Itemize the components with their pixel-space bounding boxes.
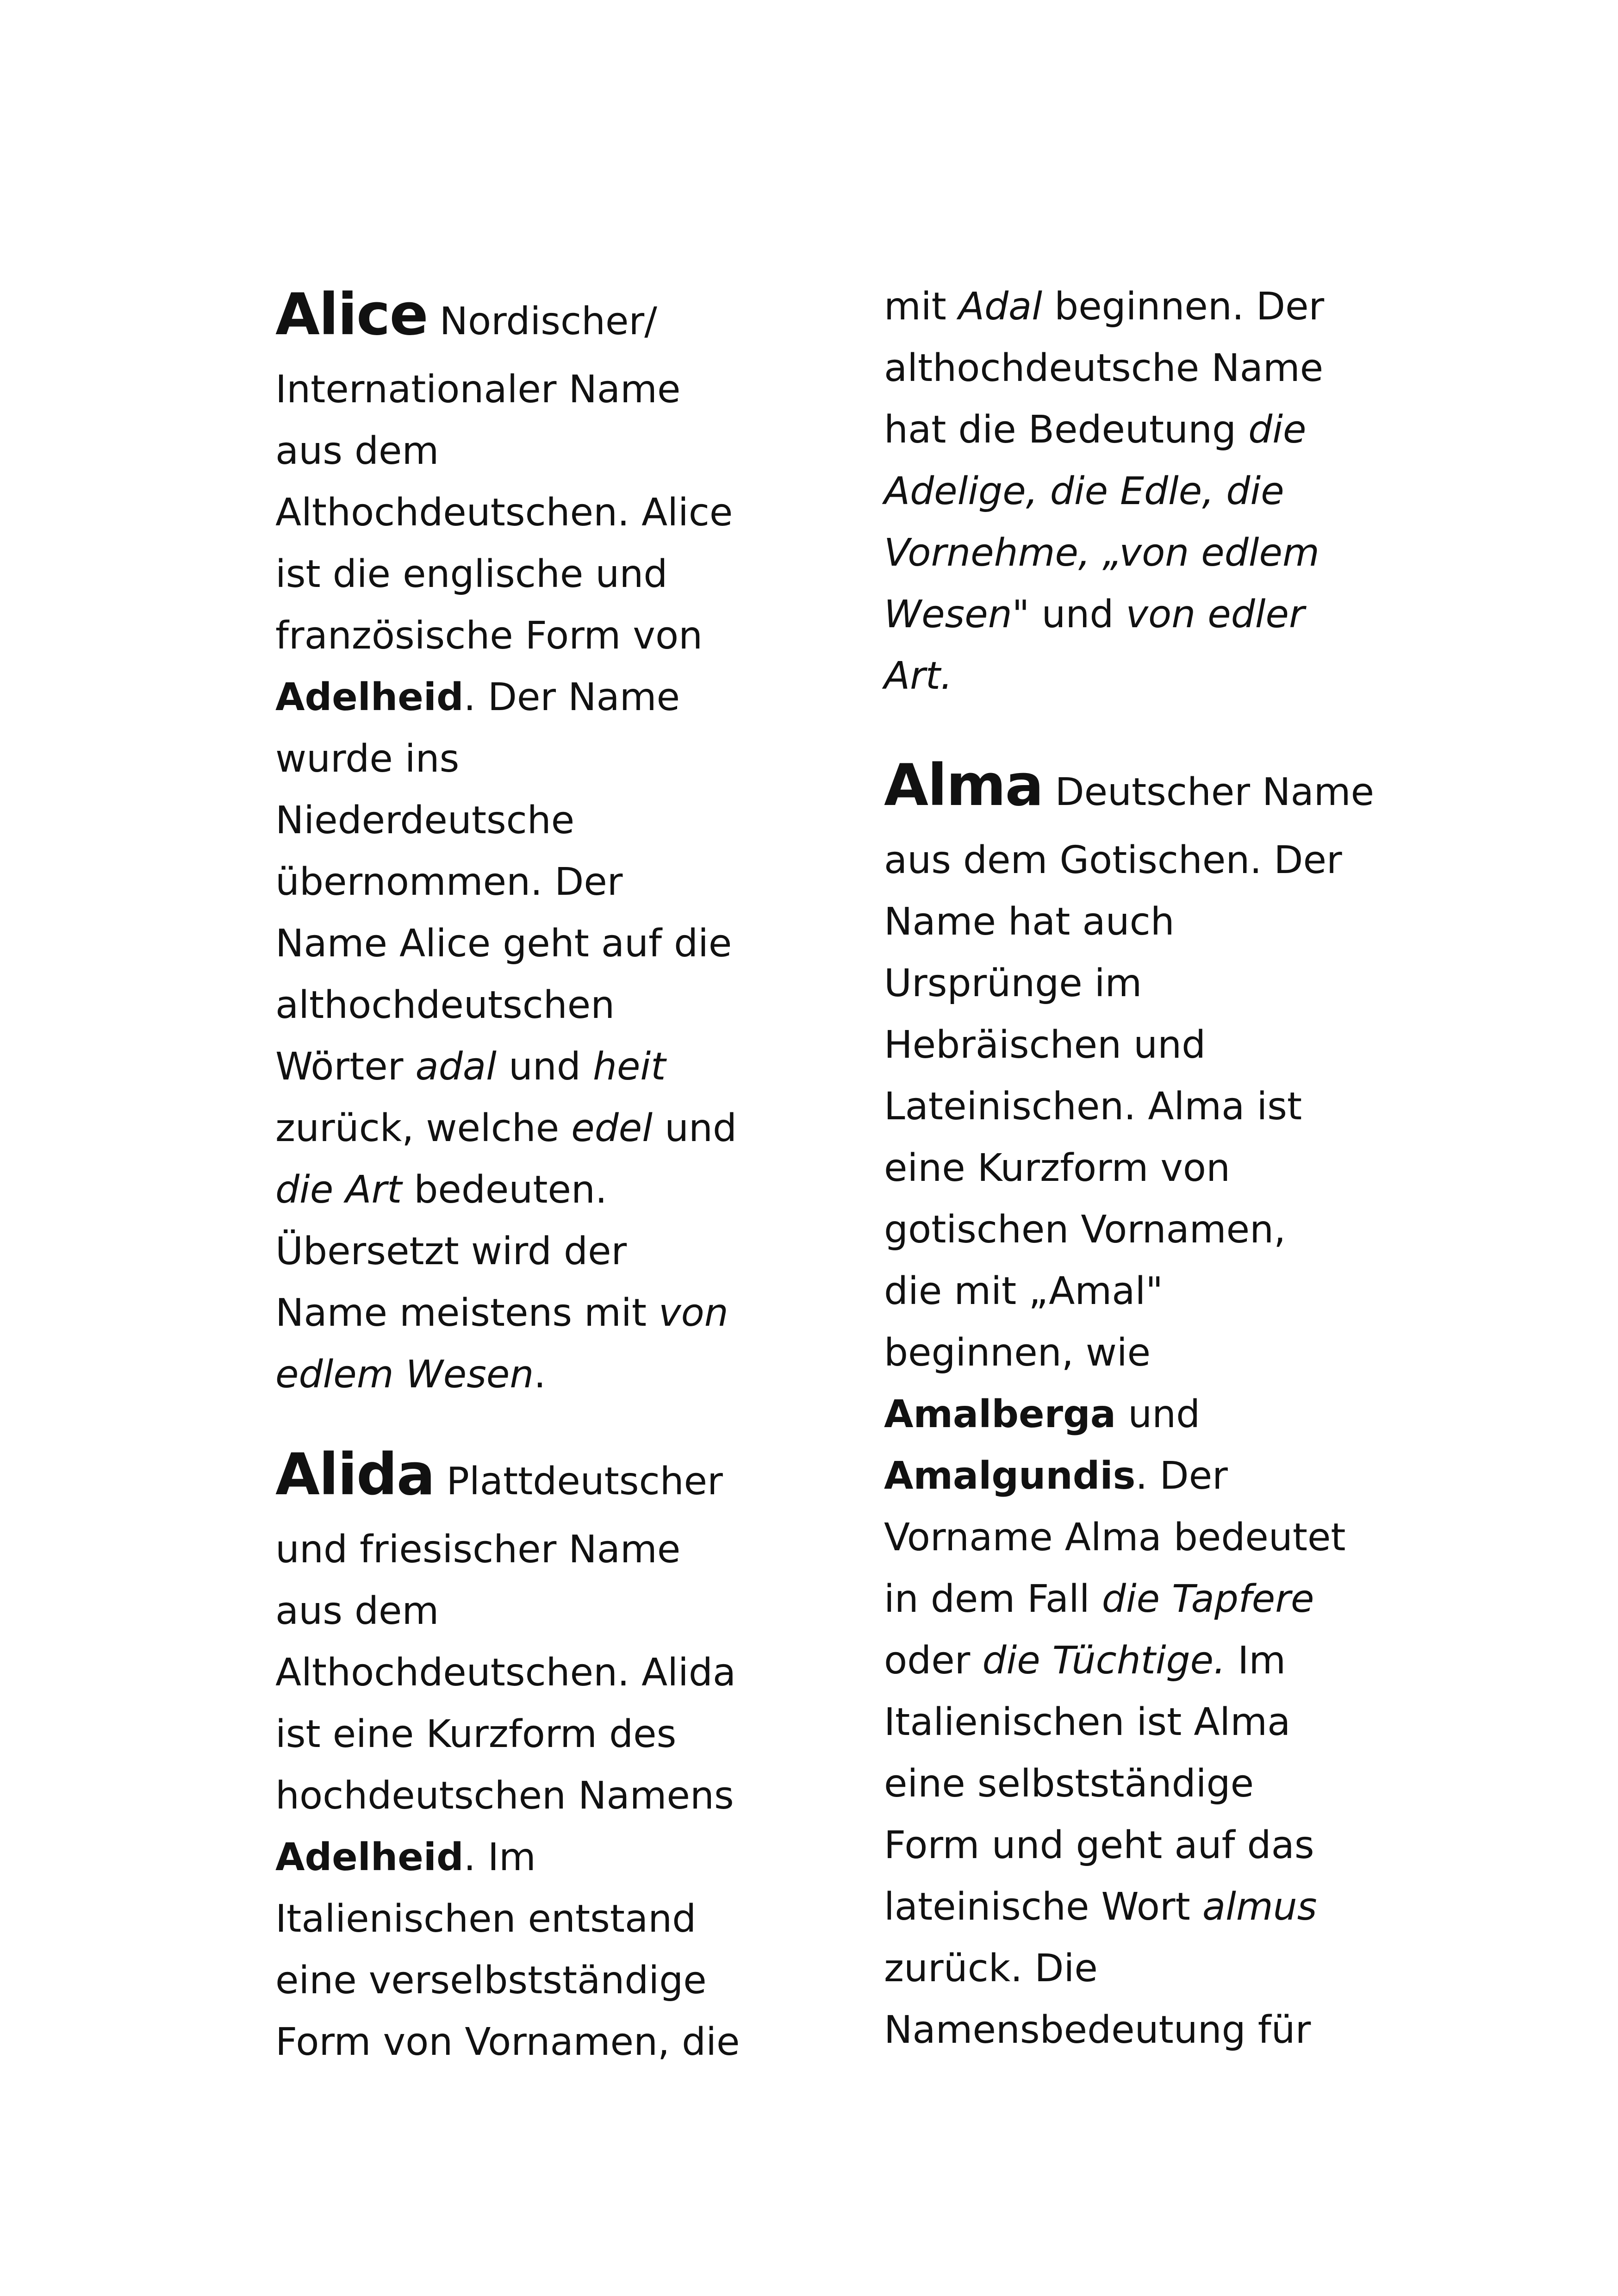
text-line <box>275 1765 780 1827</box>
entry-name: Alice <box>275 281 428 348</box>
text-line <box>884 1568 1388 1630</box>
text-run: zurück. Die <box>884 1947 1098 1990</box>
text-line <box>275 1282 780 1344</box>
text-line <box>275 913 780 974</box>
bold-name: Adelheid <box>275 1835 464 1879</box>
text-line <box>884 1014 1388 1076</box>
text-run: oder <box>884 1639 983 1683</box>
text-run: und <box>496 1045 593 1089</box>
text-run: Lateinischen. Alma ist <box>884 1085 1302 1129</box>
text-line <box>884 891 1388 953</box>
text-line <box>275 1703 780 1765</box>
text-line <box>884 461 1388 522</box>
text-run: Form und geht auf das <box>884 1823 1314 1867</box>
text-run: und <box>653 1106 737 1150</box>
text-line <box>275 359 780 420</box>
italic-term: von <box>659 1291 728 1335</box>
text-run: Übersetzt wird der <box>275 1229 627 1273</box>
text-run: Name Alice geht auf die <box>275 922 732 966</box>
italic-term: die Tüchtige. <box>982 1639 1226 1683</box>
text-run: eine verselbstständige <box>275 1959 707 2003</box>
text-line <box>275 1159 780 1221</box>
text-line <box>884 1815 1388 1876</box>
italic-term: die <box>1248 408 1307 452</box>
text-line <box>275 1221 780 1282</box>
text-line <box>275 728 780 790</box>
text-line <box>275 420 780 482</box>
text-line <box>275 1950 780 2011</box>
text-run: Name meistens mit <box>275 1291 659 1335</box>
text-line <box>884 1199 1388 1260</box>
text-line <box>884 1445 1388 1507</box>
text-run: ist eine Kurzform des <box>275 1712 677 1756</box>
text-run: Internationaler Name <box>275 368 681 412</box>
italic-term: heit <box>593 1045 666 1089</box>
entry-name: Alma <box>884 752 1043 819</box>
text-run: mit <box>884 285 958 329</box>
text-run: Deutscher Name <box>1055 770 1375 814</box>
text-line <box>275 1098 780 1159</box>
text-run: Namensbedeutung für <box>884 2008 1311 2052</box>
italic-term: Adal <box>958 285 1043 329</box>
text-run: übernommen. Der <box>275 860 623 904</box>
text-line <box>884 1630 1388 1691</box>
entry-heading-line <box>884 749 1388 830</box>
text-line <box>884 399 1388 461</box>
text-run: Italienischen ist Alma <box>884 1700 1291 1744</box>
entry-alma <box>884 749 1388 2061</box>
text-run: . Der Name <box>463 675 680 719</box>
text-run: wurde ins <box>275 737 460 781</box>
text-line <box>275 667 780 728</box>
text-run: hochdeutschen Namens <box>275 1774 734 1818</box>
entry-alice <box>275 278 780 1405</box>
text-line <box>884 584 1388 645</box>
text-line <box>275 790 780 851</box>
text-run: und <box>1029 593 1126 636</box>
italic-term: Art. <box>884 654 953 698</box>
text-line <box>884 830 1388 891</box>
text-run: Plattdeutscher <box>446 1460 723 1504</box>
text-run: . Der <box>1135 1454 1228 1498</box>
text-line <box>275 851 780 913</box>
text-run: französische Form von <box>275 614 703 658</box>
text-run: Niederdeutsche <box>275 799 575 842</box>
text-line <box>884 1938 1388 1999</box>
text-line <box>884 1260 1388 1322</box>
bold-name: Amalgundis <box>884 1454 1136 1498</box>
italic-term: Wesen" <box>884 593 1030 636</box>
text-run: zurück, welche <box>275 1106 572 1150</box>
text-line <box>884 1999 1388 2061</box>
text-run: aus dem <box>275 429 439 473</box>
text-line <box>275 1888 780 1950</box>
text-run: Name hat auch <box>884 900 1175 944</box>
italic-term: almus <box>1202 1885 1317 1929</box>
bold-name: Adelheid <box>275 675 464 719</box>
text-line <box>884 1691 1388 1753</box>
text-line <box>884 1076 1388 1137</box>
text-line <box>884 522 1388 584</box>
text-run: ist die englische und <box>275 552 668 596</box>
entry-alida-continued <box>884 276 1388 707</box>
text-run: Im <box>1226 1639 1286 1683</box>
text-line <box>275 543 780 605</box>
text-run: Nordischer/ <box>439 299 657 343</box>
text-run: und friesischer Name <box>275 1528 681 1572</box>
right-column <box>884 276 1388 2061</box>
text-run: bedeuten. <box>402 1168 607 1212</box>
text-line <box>275 605 780 667</box>
text-line <box>884 953 1388 1014</box>
text-run: in dem Fall <box>884 1577 1102 1621</box>
text-run: althochdeutschen <box>275 983 615 1027</box>
text-line <box>884 1322 1388 1384</box>
italic-term: adal <box>415 1045 497 1089</box>
text-run: Althochdeutschen. Alida <box>275 1651 736 1695</box>
text-line <box>275 1580 780 1642</box>
bold-name: Amalberga <box>884 1392 1116 1436</box>
text-line <box>884 276 1388 337</box>
italic-term: die Art <box>275 1168 402 1212</box>
text-line <box>275 1036 780 1098</box>
text-run: und <box>1116 1392 1201 1436</box>
text-run: althochdeutsche Name <box>884 346 1324 390</box>
text-run: Wörter <box>275 1045 416 1089</box>
text-run: eine Kurzform von <box>884 1146 1231 1190</box>
text-line <box>275 1344 780 1405</box>
text-run: Italienischen entstand <box>275 1897 697 1941</box>
italic-term: von edler <box>1126 593 1305 636</box>
italic-term: Adelige, die Edle, die <box>884 469 1284 513</box>
text-line <box>275 1642 780 1703</box>
text-line <box>884 1507 1388 1568</box>
text-run: beginnen. Der <box>1042 285 1325 329</box>
entry-alida <box>275 1438 780 2073</box>
text-line <box>884 337 1388 399</box>
text-run: Form von Vornamen, die <box>275 2020 740 2064</box>
text-run: aus dem Gotischen. Der <box>884 838 1342 882</box>
text-line <box>275 1827 780 1888</box>
text-line <box>884 1753 1388 1815</box>
text-run: gotischen Vornamen, <box>884 1208 1286 1252</box>
entry-heading-line <box>275 1438 780 1519</box>
text-line <box>275 1519 780 1580</box>
text-run: beginnen, wie <box>884 1331 1151 1375</box>
text-run: Ursprünge im <box>884 961 1142 1005</box>
paragraph-spacer <box>275 1405 780 1438</box>
left-column <box>275 278 780 2073</box>
text-run: Hebräischen und <box>884 1023 1206 1067</box>
entry-heading-line <box>275 278 780 359</box>
italic-term: edlem Wesen <box>275 1353 534 1397</box>
italic-term: edel <box>571 1106 653 1150</box>
text-run: die mit „Amal" <box>884 1269 1163 1313</box>
text-line <box>884 1384 1388 1445</box>
text-run: eine selbstständige <box>884 1762 1254 1806</box>
text-line <box>275 2011 780 2073</box>
italic-term: Vornehme, „von edlem <box>884 531 1319 575</box>
text-run: aus dem <box>275 1589 439 1633</box>
text-run: hat die Bedeutung <box>884 408 1249 452</box>
text-line <box>884 1876 1388 1938</box>
text-run: . <box>534 1353 546 1397</box>
text-line <box>884 1137 1388 1199</box>
text-line <box>884 645 1388 707</box>
text-line <box>275 974 780 1036</box>
text-run: lateinische Wort <box>884 1885 1202 1929</box>
paragraph-spacer <box>884 707 1388 749</box>
italic-term: die Tapfere <box>1101 1577 1314 1621</box>
text-line <box>275 482 780 543</box>
text-run: Althochdeutschen. Alice <box>275 491 733 535</box>
entry-name: Alida <box>275 1441 435 1508</box>
text-run: . Im <box>463 1835 536 1879</box>
text-run: Vorname Alma bedeutet <box>884 1516 1346 1560</box>
